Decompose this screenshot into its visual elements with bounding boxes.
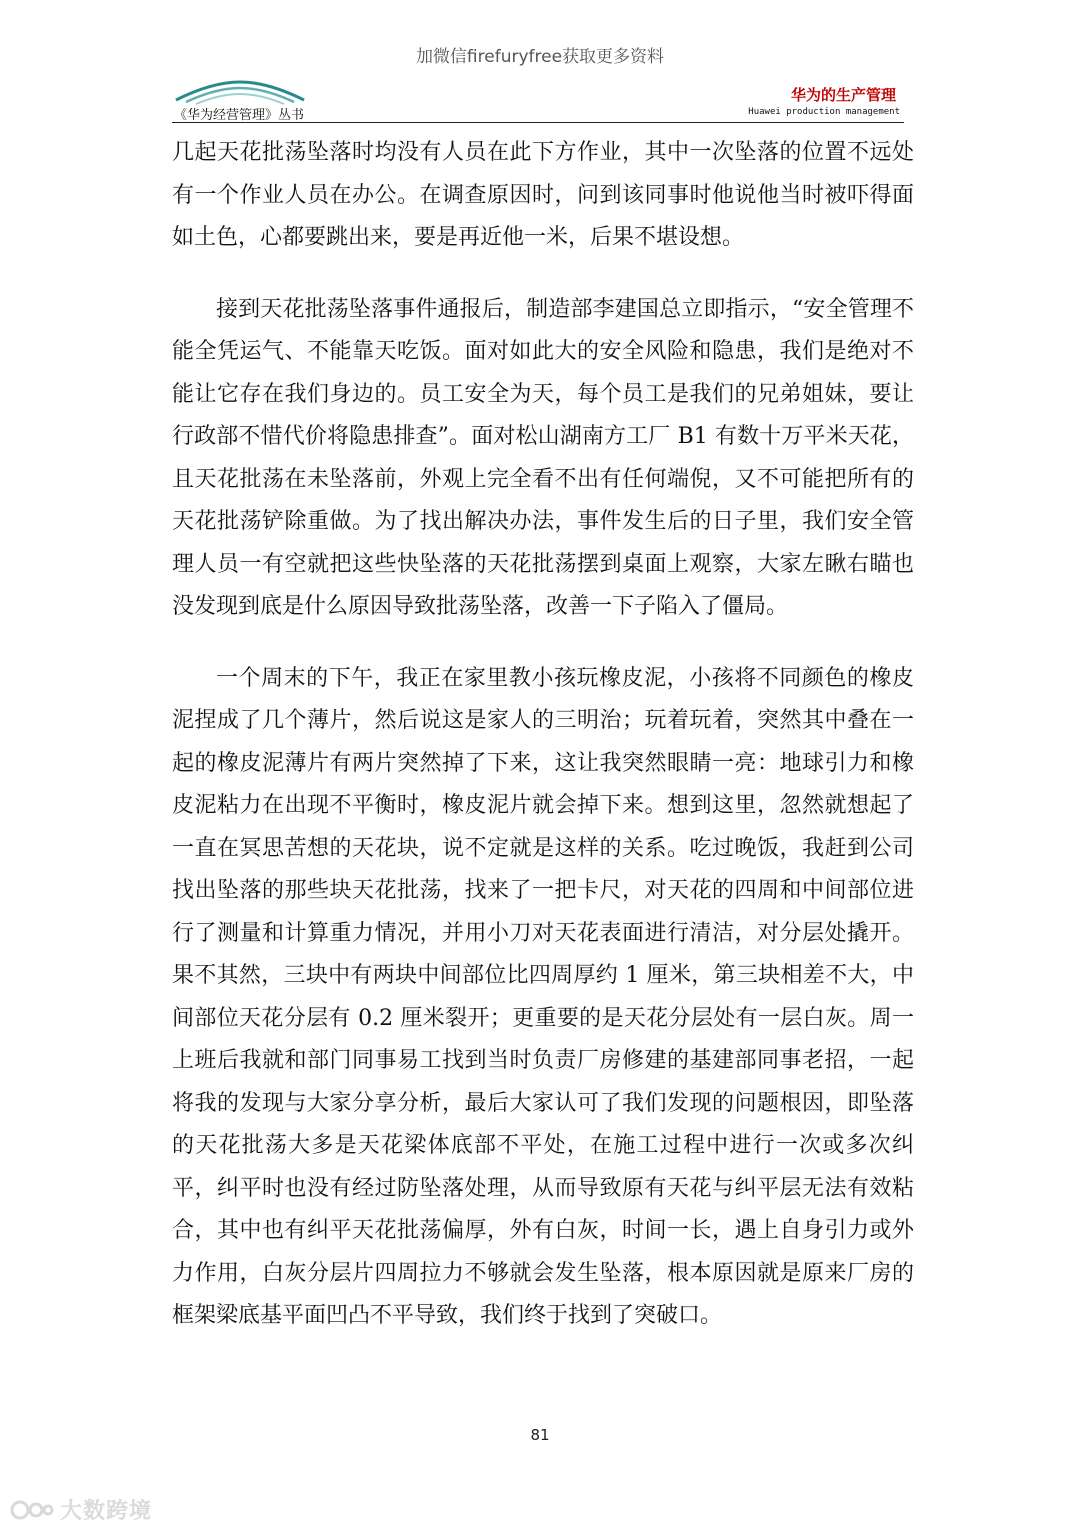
book-title: 华为的生产管理: [790, 86, 896, 104]
paragraph: 一个周末的下午，我正在家里教小孩玩橡皮泥，小孩将不同颜色的橡皮泥捏成了几个薄片，然后说这是家人的三明治；玩着玩着，突然其中叠在一起的橡皮泥薄片有两片突然掉了下来，这让我突然眼睛一亮：地球引力和橡皮泥粘力在出现不平衡时，橡皮泥片就会掉下来。想到这里，忽然就想起了一直在冥思苦想的天花块，说不定就是这样的关系。吃过晚饭，我赶到公司找出坠落的那些块天花批荡，找来了一把卡尺，对天花的四周和中间部位进行了测量和计算重力情况，并用小刀对天花表面进行清洁，对分层处撬开。果不其然，三块中有两块中间部位比四周厚约 1 厘米，第三块相差不大，中间部位天花分层有 0.2 厘米裂开；更重要的是天花分层处有一层白灰。周一上班后我就和部门同事易工找到当时负责厂房修建的基建部同事老招，一起将我的发现与大家分享分析，最后大家认可了我们发现的问题根因，即坠落的天花批荡大多是天花梁体底部不平处，在施工过程中进行一次或多次纠平，纠平时也没有经过防坠落处理，从而导致原有天花与纠平层无法有效粘合，其中也有纠平天花批荡偏厚，外有白灰，时间一长，遇上自身引力或外力作用，白灰分层片四周拉力不够就会发生坠落，根本原因就是原来厂房的框架梁底基平面凹凸不平导致，我们终于找到了突破口。: [172, 665, 914, 1328]
header-divider: [172, 122, 904, 123]
page-body: [172, 132, 914, 1338]
watermark-text: 大数跨境: [60, 1499, 153, 1524]
paragraph: 几起天花批荡坠落时均没有人员在此下方作业，其中一次坠落的位置不远处有一个作业人员在办公。在调查原因时，问到该同事时他说他当时被吓得面如土色，心都要跳出来，要是再近他一米，后果不堪设想。: [172, 140, 914, 250]
book-subtitle: Huawei production management: [748, 107, 900, 117]
series-name: 《华为经营管理》丛书: [174, 108, 305, 123]
paragraph: 接到天花批荡坠落事件通报后，制造部李建国总立即指示，“安全管理不能全凭运气、不能靠天吃饭。面对如此大的安全风险和隐患，我们是绝对不能让它存在我们身边的。员工安全为天，每个员工是我们的兄弟姐妹，要让行政部不惜代价将隐患排查”。面对松山湖南方工厂 B1 有数十万平米天花，且天花批荡在未坠落前，外观上完全看不出有任何端倪，又不可能把所有的天花批荡铲除重做。为了找出解决办法，事件发生后的日子里，我们安全管理人员一有空就把这些快坠落的天花批荡摆到桌面上观察，大家左瞅右瞄也没发现到底是什么原因导致批荡坠落，改善一下子陷入了僵局。: [172, 296, 914, 619]
page-header: [172, 74, 904, 124]
top-watermark: 加微信firefuryfree获取更多资料: [415, 47, 665, 67]
watermark-logo-icon: [10, 1497, 54, 1523]
page-number: 81: [530, 1426, 550, 1444]
corner-watermark: [10, 1494, 152, 1525]
